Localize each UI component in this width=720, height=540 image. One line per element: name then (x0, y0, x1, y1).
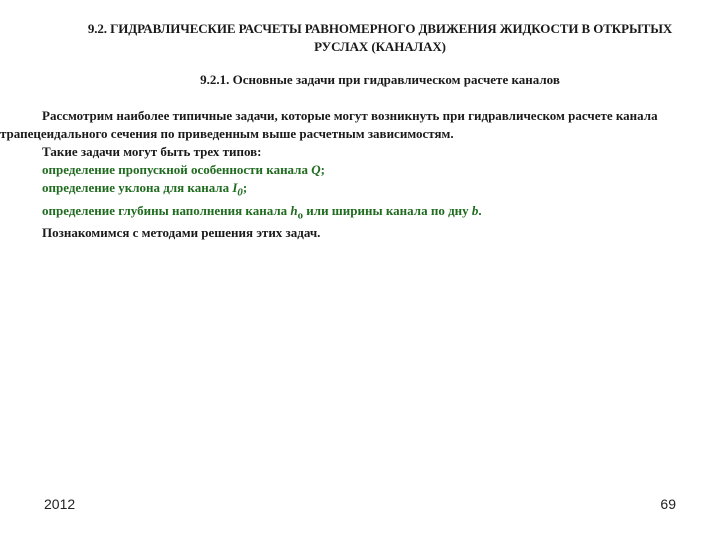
task-item-depth-width (0, 202, 712, 225)
section-title (40, 20, 720, 56)
task-3-middle: или ширины канала по дну (303, 202, 472, 218)
task-item-slope (0, 179, 712, 202)
task-3-text: определение глубины наполнения канала (42, 202, 291, 218)
task-1-text: определение пропускной особенности канала (42, 162, 312, 177)
task-3-variable-2: b (471, 202, 479, 218)
section-title-line-2: РУСЛАХ (КАНАЛАХ) (314, 39, 446, 54)
task-3-end: . (478, 202, 482, 218)
task-1-variable: Q (311, 162, 321, 177)
task-2-text: определение уклона для канала (42, 180, 233, 195)
task-3-subscript: o (297, 209, 304, 222)
section-title-line-1: 9.2. ГИДРАВЛИЧЕСКИЕ РАСЧЕТЫ РАВНОМЕРНОГО ДВИЖЕНИЯ ЖИДКОСТИ В ОТКРЫТЫХ (87, 21, 673, 36)
intro-line-2: трапецеидального сечения по приведенным выше расчетным зависимостям. (0, 126, 454, 141)
task-1-end: ; (320, 162, 325, 177)
intro-line-1: Рассмотрим наиболее типичные задачи, которые могут возникнуть при гидравлическом расчете канала (42, 108, 658, 123)
task-2-end: ; (242, 180, 248, 195)
task-2-subscript: 0 (237, 186, 243, 199)
task-item-capacity (0, 161, 712, 179)
body-text (0, 107, 712, 242)
footer-year: 2012 (44, 496, 76, 512)
task-2-variable: I (232, 180, 238, 195)
subsection-title: 9.2.1. Основные задачи при гидравлическом расчете каналов (200, 72, 560, 87)
closing-line: Познакомимся с методами решения этих задач. (42, 225, 321, 241)
types-intro: Такие задачи могут быть трех типов: (42, 144, 262, 159)
page-number: 69 (660, 496, 676, 512)
task-3-variable: h (290, 202, 298, 218)
